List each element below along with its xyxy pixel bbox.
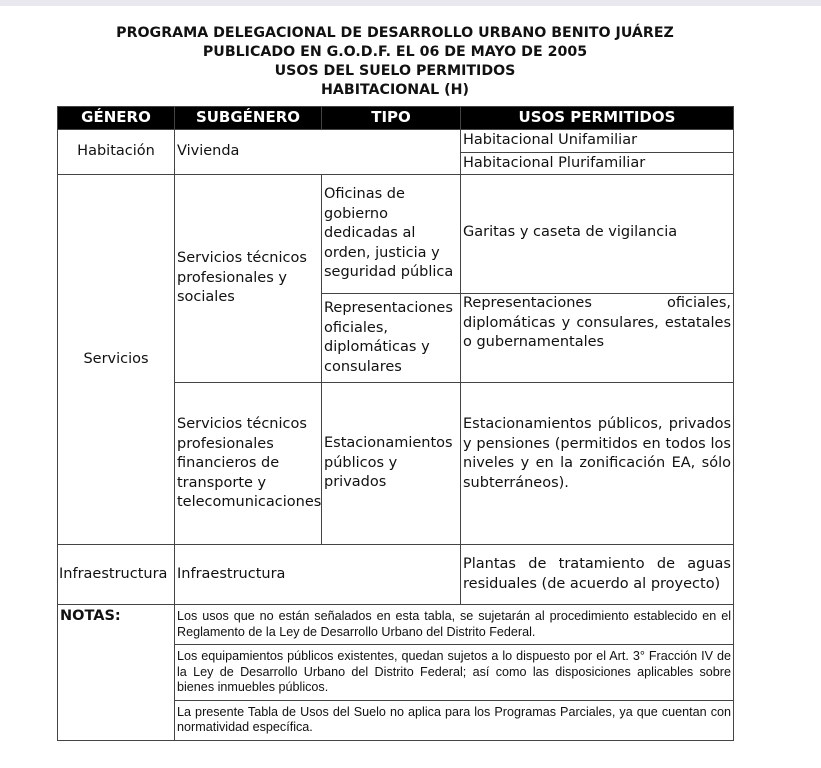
genero-cell: Servicios (58, 175, 175, 545)
subgenero-cell: Servicios técnicos profesionales financieros de transporte y telecomunicaciones (175, 383, 322, 545)
notes-row (58, 605, 734, 645)
note-item: Los usos que no están señalados en esta tabla, se sujetarán al procedimiento establecido en el Reglamento de la Ley de Desarrollo Urbano del Distrito Federal. (175, 605, 734, 645)
notes-label: NOTAS: (58, 605, 175, 741)
land-use-table (57, 106, 734, 741)
top-bar (0, 0, 821, 6)
subgenero-cell: Servicios técnicos profesionales y sociales (175, 175, 322, 383)
table-header-row (58, 107, 734, 130)
note-item: Los equipamientos públicos existentes, quedan sujetos a lo dispuesto por el Art. 3° Fracción IV de la Ley de Desarrollo Urbano del Distrito Federal; así como las disposiciones aplicables sobre bienes inmuebles públicos. (175, 645, 734, 701)
title-line-2: PUBLICADO EN G.O.D.F. EL 06 DE MAYO DE 2005 (202, 44, 588, 60)
uso-cell: Habitacional Plurifamiliar (461, 153, 734, 175)
genero-cell: Habitación (58, 130, 175, 175)
title-line-3: USOS DEL SUELO PERMITIDOS (274, 63, 516, 79)
uso-cell: Estacionamientos públicos, privados y pensiones (permitidos en todos los niveles y en la zonificación EA, sólo subterráneos). (461, 383, 734, 545)
subgenero-cell: Vivienda (175, 130, 461, 175)
note-item: La presente Tabla de Usos del Suelo no aplica para los Programas Parciales, ya que cuentan con normatividad específica. (175, 700, 734, 740)
tipo-cell: Estacionamientos públicos y privados (322, 383, 461, 545)
column-header-genero: GÉNERO (58, 107, 175, 130)
uso-cell: Habitacional Unifamiliar (461, 130, 734, 153)
table-row (58, 545, 734, 605)
genero-cell: Infraestructura (58, 545, 175, 605)
title-line-4: HABITACIONAL (H) (321, 82, 469, 98)
table-row (58, 130, 734, 153)
document-title (0, 24, 790, 100)
title-line-1: PROGRAMA DELEGACIONAL DE DESARROLLO URBANO BENITO JUÁREZ (116, 25, 674, 41)
uso-cell: Garitas y caseta de vigilancia (461, 175, 734, 294)
subgenero-cell: Infraestructura (175, 545, 461, 605)
uso-cell: Representaciones oficiales, diplomáticas y consulares, estatales o gubernamentales (461, 294, 734, 383)
column-header-subgenero: SUBGÉNERO (175, 107, 322, 130)
table-row (58, 175, 734, 294)
column-header-tipo: TIPO (322, 107, 461, 130)
column-header-usos: USOS PERMITIDOS (461, 107, 734, 130)
tipo-cell: Representaciones oficiales, diplomáticas y consulares (322, 294, 461, 383)
uso-cell: Plantas de tratamiento de aguas residuales (de acuerdo al proyecto) (461, 545, 734, 605)
tipo-cell: Oficinas de gobierno dedicadas al orden, justicia y seguridad pública (322, 175, 461, 294)
